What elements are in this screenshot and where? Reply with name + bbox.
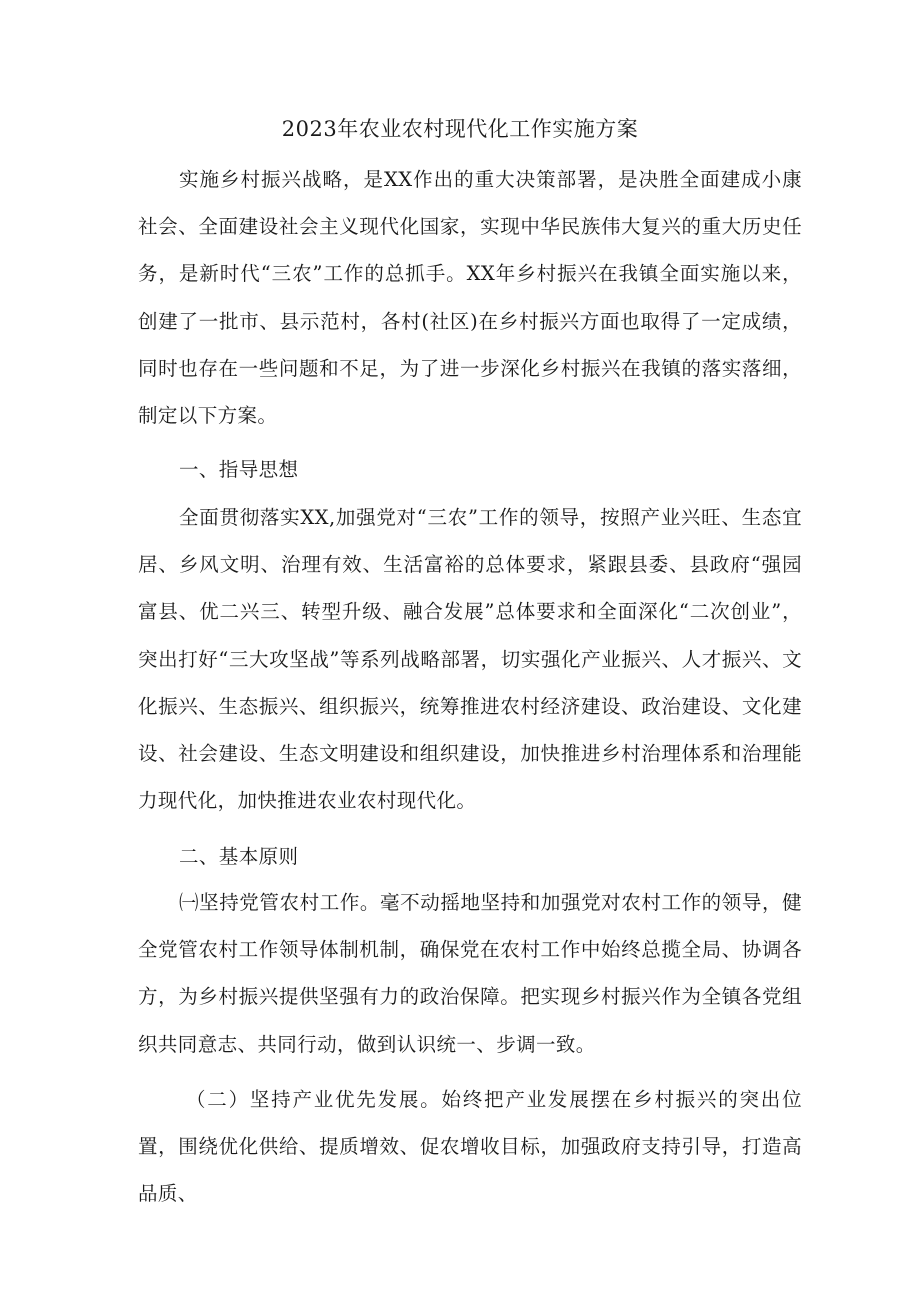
section-heading-guiding-ideology: 一、指导思想 <box>179 458 299 481</box>
section-heading-basic-principles: 二、基本原则 <box>179 845 299 868</box>
intro-paragraph: 实施乡村振兴战略，是XX作出的重大决策部署，是决胜全面建成小康社会、全面建设社会主义现代化国家，实现中华民族伟大复兴的重大历史任务，是新时代“三农”工作的总抓手。XX年乡村振兴在我镇全面实施以来，创建了一批市、县示范村，各村(社区)在乡村振兴方面也取得了一定成绩，同时也存在一些问题和不足，为了进一步深化乡村振兴在我镇的落实落细，制定以下方案。 <box>138 168 802 428</box>
principle-2-paragraph: （二）坚持产业优先发展。始终把产业发展摆在乡村振兴的突出位置，围绕优化供给、提质增效、促农增收目标，加强政府支持引导，打造高品质、 <box>138 1088 802 1206</box>
guiding-ideology-paragraph: 全面贯彻落实XX,加强党对“三农”工作的领导，按照产业兴旺、生态宜居、乡风文明、治理有效、生活富裕的总体要求，紧跟县委、县政府“强园富县、优二兴三、转型升级、融合发展”总体要求和全面深化“二次创业”，突出打好“三大攻坚战”等系列战略部署，切实强化产业振兴、人才振兴、文化振兴、生态振兴、组织振兴，统筹推进农村经济建设、政治建设、文化建设、社会建设、生态文明建设和组织建设，加快推进乡村治理体系和治理能力现代化，加快推进农业农村现代化。 <box>138 506 802 813</box>
principle-1-paragraph: ㈠坚持党管农村工作。毫不动摇地坚持和加强党对农村工作的领导，健全党管农村工作领导体制机制，确保党在农村工作中始终总揽全局、协调各方，为乡村振兴提供坚强有力的政治保障。把实现乡村振兴作为全镇各党组织共同意志、共同行动，做到认识统一、步调一致。 <box>138 891 802 1056</box>
document-title: 2023年农业农村现代化工作实施方案 <box>281 117 639 141</box>
